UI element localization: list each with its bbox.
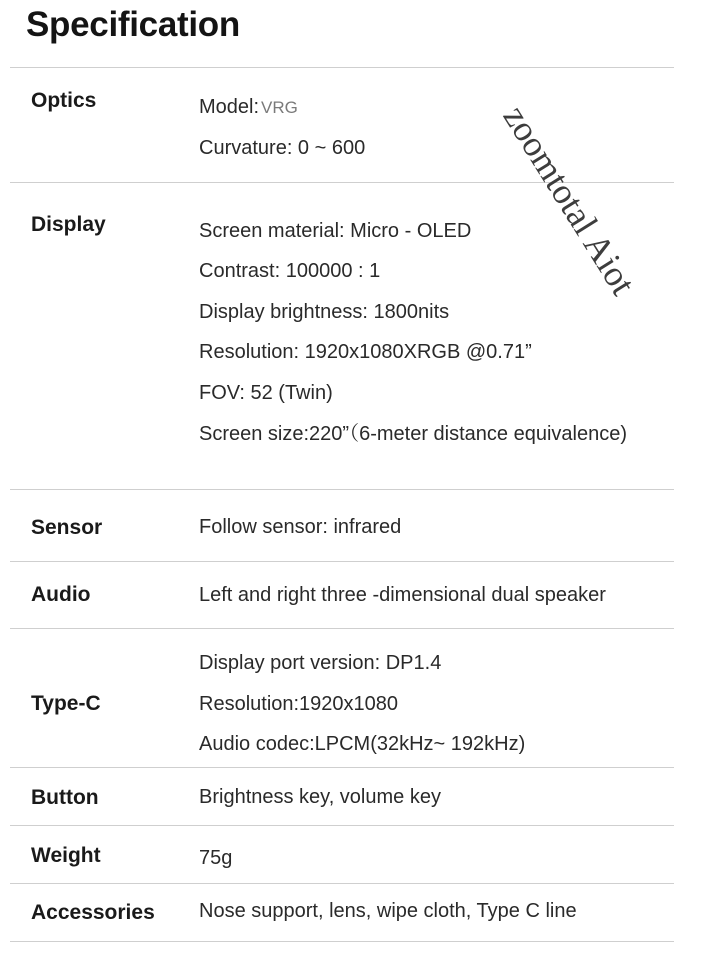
display-line: Screen material: Micro - OLED (199, 220, 472, 242)
accessories-label: Accessories (31, 901, 155, 924)
divider (10, 489, 674, 490)
sensor-label: Sensor (31, 516, 103, 539)
divider (10, 883, 674, 884)
display-line: Screen size:220”（6-meter distance equivalence) (199, 423, 627, 445)
display-line: Contrast: 100000 : 1 (199, 260, 381, 282)
button-label: Button (31, 786, 99, 809)
divider (10, 825, 674, 826)
divider (10, 941, 674, 942)
typec-line: Display port version: DP1.4 (199, 652, 442, 674)
optics-model (199, 94, 298, 121)
divider (10, 67, 674, 68)
divider (10, 767, 674, 768)
optics-model-prefix: Model: (199, 96, 260, 118)
optics-model-value: VRG (261, 98, 298, 117)
typec-line: Resolution:1920x1080 (199, 693, 399, 715)
display-line: Display brightness: 1800nits (199, 301, 450, 323)
audio-value: Left and right three -dimensional dual speaker (199, 584, 606, 606)
accessories-value: Nose support, lens, wipe cloth, Type C line (199, 900, 577, 922)
weight-label: Weight (31, 844, 101, 867)
button-value: Brightness key, volume key (199, 786, 441, 808)
optics-curvature: Curvature: 0 ~ 600 (199, 137, 366, 159)
watermark-text: zoomtotal Aiot (495, 98, 644, 302)
sensor-value: Follow sensor: infrared (199, 516, 402, 538)
display-line: Resolution: 1920x1080XRGB @0.71” (199, 341, 532, 363)
weight-value: 75g (199, 847, 233, 869)
typec-line: Audio codec:LPCM(32kHz~ 192kHz) (199, 733, 526, 755)
typec-label: Type-C (31, 692, 101, 715)
optics-label: Optics (31, 89, 97, 112)
divider (10, 561, 674, 562)
display-label: Display (31, 213, 106, 236)
divider (10, 628, 674, 629)
display-line: FOV: 52 (Twin) (199, 382, 333, 404)
audio-label: Audio (31, 583, 91, 606)
page-title: Specification (26, 5, 240, 44)
